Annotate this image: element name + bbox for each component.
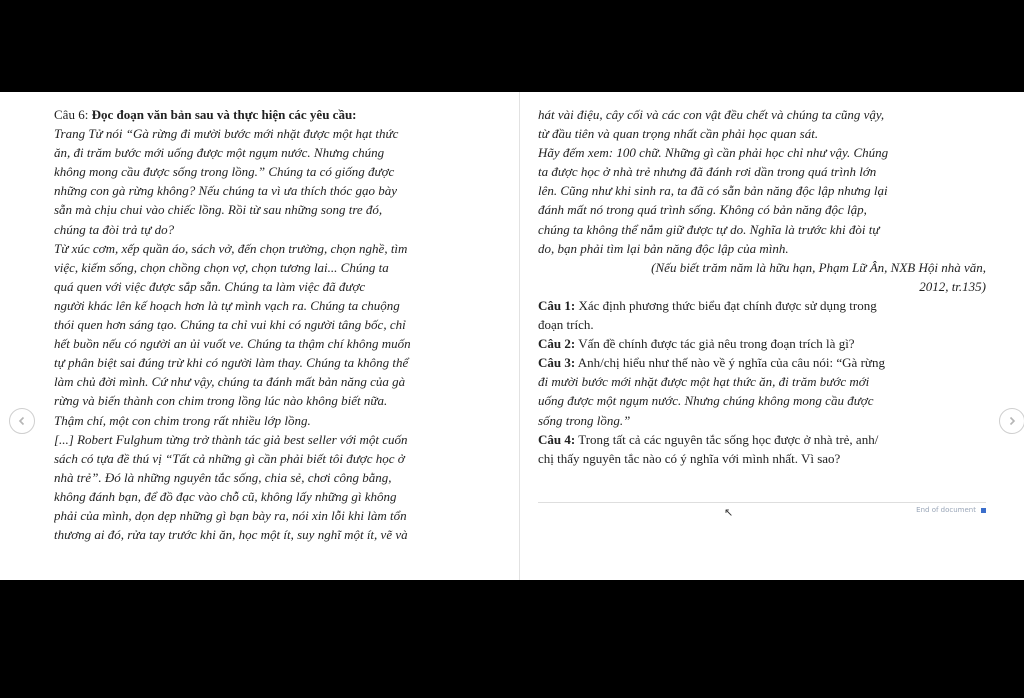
passage-line: sách có tựa đề thú vị “Tất cả những gì cần phải biết tôi được học ở [54, 450, 405, 466]
passage-line: Trang Tử nói “Gà rừng đi mười bước mới nhặt được một hạt thức [54, 126, 399, 142]
previous-page-button[interactable] [9, 408, 35, 434]
questions-list [538, 296, 986, 468]
passage-line: thói quen hơn sáng tạo. Chúng ta chỉ vui khi có người tâng bốc, chỉ [54, 317, 406, 333]
passage-line: ăn, đi trăm bước mới uống được một ngụm nước. Nhưng chúng [54, 145, 385, 161]
page-divider [519, 92, 520, 580]
passage-line: chúng ta không thể nắm giữ được tự do. Nghĩa là trước khi đòi tự [538, 221, 880, 237]
question-1-text: đoạn trích. [538, 317, 594, 333]
passage-line: [...] Robert Fulghum từng trở thành tác giả best seller với một cuốn [54, 431, 408, 447]
mouse-cursor-icon: ↖ [724, 506, 734, 519]
question-3-text: đi mười bước mới nhặt được một hạt thức ăn, đi trăm bước mới [538, 374, 870, 390]
question-3-line [538, 411, 986, 430]
question-3-text: uống được một ngụm nước. Nhưng chúng không mong cầu được [538, 393, 874, 409]
question-4-text: chị thấy nguyên tắc nào có ý nghĩa với mình nhất. Vì sao? [538, 450, 841, 466]
passage-line: quá quen với việc được sắp sẵn. Chúng ta làm việc đã được [54, 278, 366, 294]
passage-line: làm chủ đời mình. Cứ như vậy, chúng ta đánh mất bản năng của gà [54, 374, 406, 390]
passage-line: rừng và biến thành con chim trong lồng lúc nào không biết nữa. [54, 393, 388, 409]
question-2-label: Câu 2: [538, 336, 576, 352]
question-3-label: Câu 3: [538, 355, 576, 371]
passage-line: không đánh bạn, để đồ đạc vào chỗ cũ, không lấy những gì không [54, 488, 397, 504]
passage-line: tự phân biệt sai đúng trừ khi có người làm thay. Chúng ta không thể [54, 355, 409, 371]
question-1-line [538, 315, 986, 334]
passage-line: lên. Cũng như khi sinh ra, ta đã có sẵn bản năng độc lập nhưng lại [538, 183, 888, 199]
passage-line: không mong cầu được sống trong lồng.” Chúng ta có giống được [54, 164, 395, 180]
question-2-text: Vấn đề chính được tác giả nêu trong đoạn trích là gì? [575, 336, 855, 352]
passage-line: hát vài điệu, cây cối và các con vật đều chết và chúng ta cũng vậy, [538, 107, 885, 122]
passage-line: Thậm chí, một con chim trong rất nhiều lớp lồng. [54, 412, 311, 428]
passage-line: nhà trẻ”. Đó là những nguyên tắc sống, chia sẻ, chơi công bằng, [54, 469, 392, 485]
end-rule [538, 502, 986, 503]
passage-line: việc, kiếm sống, chọn chồng chọn vợ, chọn tương lai... Chúng ta [54, 259, 389, 275]
passage-line: phải của mình, dọn dẹp những gì bạn bày ra, nói xin lỗi khi làm tổn [54, 507, 407, 523]
passage-left [54, 124, 502, 544]
passage-right [538, 105, 986, 258]
question-3-line [538, 353, 986, 372]
question-3-text: sống trong lồng.” [538, 412, 631, 428]
passage-line: người khác lên kế hoạch hơn là tự mình vạch ra. Chúng ta chuộng [54, 297, 400, 313]
passage-line: đánh mất nó trong quá trình sống. Không có bản năng độc lập, [538, 202, 867, 218]
question-4-label: Câu 4: [538, 431, 576, 447]
question-3-text: Anh/chị hiểu như thế nào về ý nghĩa của câu nói: “Gà rừng [575, 355, 885, 371]
passage-line: Hãy đếm xem: 100 chữ. Những gì cần phải học chỉ như vậy. Chúng [538, 145, 889, 161]
document-viewer [0, 92, 1024, 580]
page-right [522, 92, 996, 580]
end-of-document [538, 498, 986, 519]
passage-line: hết buồn nếu có người an ủi vuốt ve. Chúng ta thậm chí không muốn [54, 336, 411, 352]
passage-line: do, bạn phải tìm lại bản năng độc lập của mình. [538, 240, 789, 256]
passage-line: ta được học ở nhà trẻ nhưng đã đánh rơi dần trong quá trình lớn [538, 164, 877, 180]
question-1-text: Xác định phương thức biểu đạt chính được sử dụng trong [575, 297, 877, 313]
question-1-label: Câu 1: [538, 297, 576, 313]
next-page-button[interactable] [999, 408, 1024, 434]
passage-line: từ đầu tiên và quan trọng nhất cần phải học quan sát. [538, 126, 819, 142]
question-4-line [538, 430, 986, 449]
passage-line: Từ xúc cơm, xếp quần áo, sách vở, đến chọn trường, chọn nghề, tìm [54, 240, 408, 256]
question-4-text: Trong tất cả các nguyên tắc sống học được ở nhà trẻ, anh/ [575, 431, 879, 447]
question-6-heading [54, 105, 502, 124]
passage-line: những con gà rừng không? Nếu chúng ta vì ưa thích thóc gạo bày [54, 183, 397, 199]
end-marker-icon [981, 508, 986, 513]
question-6-label: Câu 6: [54, 107, 89, 122]
chevron-left-icon [17, 416, 27, 426]
question-1-line [538, 296, 986, 315]
question-3-line [538, 391, 986, 410]
passage-line: thương ai đó, rửa tay trước khi ăn, học một ít, suy nghĩ một ít, vẽ và [54, 527, 408, 543]
end-of-document-label: End of document [916, 506, 976, 514]
question-2-line [538, 334, 986, 353]
question-6-text: Đọc đoạn văn bản sau và thực hiện các yêu cầu: [88, 107, 357, 122]
page-left [44, 92, 518, 580]
passage-line: sẵn mà chịu chui vào chiếc lồng. Rồi từ sau những song tre đó, [54, 202, 383, 218]
passage-line: chúng ta đòi trả tự do? [54, 221, 175, 237]
question-4-line [538, 449, 986, 468]
chevron-right-icon [1007, 416, 1017, 426]
source-citation-line-2: 2012, tr.135) [919, 278, 986, 294]
question-3-line [538, 372, 986, 391]
source-citation-line-1: (Nếu biết trăm năm là hữu hạn, Phạm Lữ Ân, NXB Hội nhà văn, [651, 259, 986, 275]
